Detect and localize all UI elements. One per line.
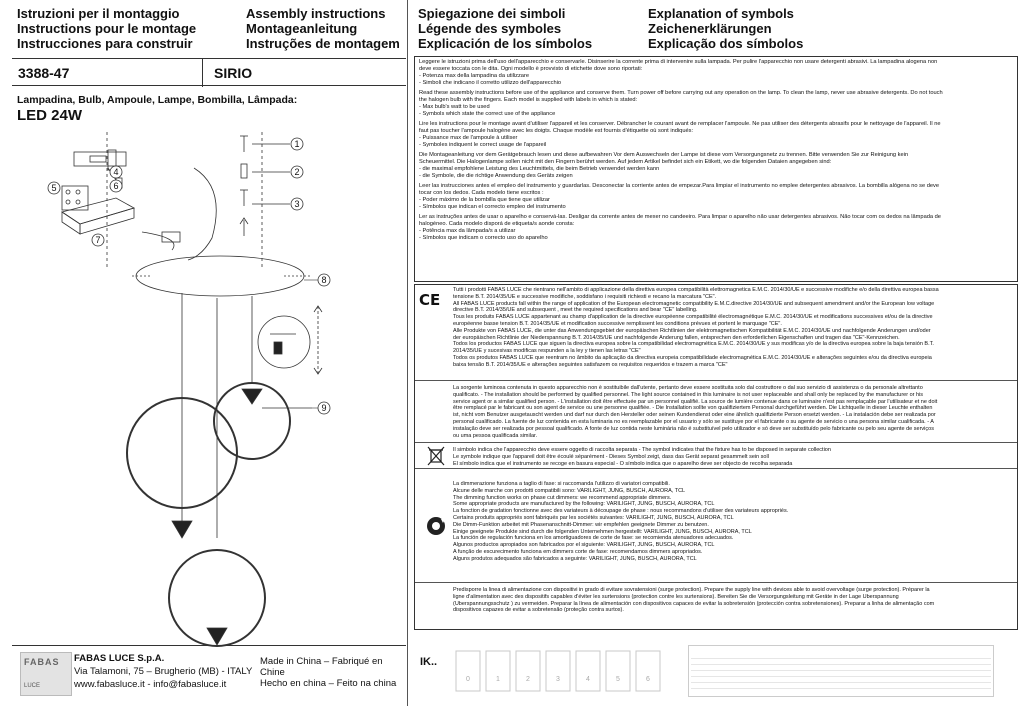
- height-adjust-arrow: [314, 306, 322, 374]
- header-titles-right: [246, 6, 400, 51]
- text-line: Alle Produkte von FABAS LUCE, die unter das Anwendungsgebiet der europäischen Richtlinien der elektromagnetischen Kompatibilität E.M.C. 2014/30/UE und nachfolgende Änderungen und/oder: [453, 327, 931, 334]
- text-line: The dimming function works on phase cut dimmers: we recommend appropriate dimmers.: [453, 494, 672, 501]
- text-line: Lire les instructions pour le montage avant d'utiliser l'appareil et les conserver. Débrancher le courant avant de remplacer l'ampoule. Ne pas utiliser des détergents abrasifs pour le nettoyage de l'appareil. Il ne: [419, 121, 941, 127]
- instruction-paragraph: [419, 183, 1013, 211]
- header-line: Assembly instructions: [246, 6, 386, 21]
- text-line: 2014/35/UE y sucesivas modificas respunden a la ley y tienen las letras "CE": [453, 348, 641, 355]
- instruction-paragraph: [419, 152, 1013, 180]
- text-line: - die Symbole, die die richtige Anwendung des Geräts zeigen: [419, 173, 573, 179]
- text-line: directive B.T. 2014/35/UE and subsequent , meet the required specifications and bear "CE" labelling.: [453, 307, 698, 314]
- ce-row: [415, 285, 1017, 381]
- text-line: der europäischen Richtlinie der Niederspannung B.T. 2014/35/UE und nachfolgende Änderung fallen, entsprechen den erforderlichen Eigenschaften und tragen das "CE"-Kennzeichen.: [453, 334, 900, 341]
- text-line: (Überspannungsschutz ) zu vermeiden. Preparar la línea de alimentación con dispositivos capaces de evitar la sobretensión (protección contra sobretensiones). Preparar a linha de alimentação com: [453, 600, 935, 607]
- made-in: [260, 656, 406, 689]
- driver-box: [62, 198, 134, 234]
- header-line: Explanation of symbols: [648, 6, 794, 21]
- ceiling-canopy: [136, 256, 304, 296]
- company-info: [74, 652, 252, 691]
- ik-table: [688, 645, 994, 697]
- text-line: deve essere toccata con le dita. Ogni modello è provvisto di etichette dove sono riportati:: [419, 66, 643, 72]
- light-source-text: [453, 385, 1014, 439]
- weee-text: [453, 447, 1014, 467]
- callout-number: 8: [321, 275, 327, 285]
- header-line: Instruções de montagem: [246, 36, 400, 51]
- ik-value: 6: [646, 676, 650, 683]
- text-line: Scheuermittel. Die Halogenlampe sollen nicht mit den Fingern berührt werden. Auf jedem Artikel befindet sich ein Etikett, wo die folgenden Dataien angegeben sind:: [419, 159, 832, 165]
- text-line: All FABAS LUCE products fall within the range of application of the European electromagnetic compatibility E.M.C.directive 2014/30/UE and subsequent amendment and/or the European low voltage: [453, 300, 935, 307]
- text-line: La función de regulación funciona en los amortiguadores de corte de fase: se recomienda atenuadores adecuados.: [453, 535, 734, 542]
- callout-number: 5: [51, 183, 57, 193]
- text-line: baixa tensão B.T. 2014/35/UE e alterações seguintes satisfazem os requisitos requeridos e trazem a marca "CE": [453, 361, 728, 368]
- symbols-box: [414, 284, 1018, 630]
- text-line: La dimmerazione funziona a taglio di fase: si raccomanda l'utilizzo di variatori compatibili.: [453, 481, 670, 487]
- text-line: La sorgente luminosa contenuta in questo apparecchio non è sostituibile dall'utente, pertanto deve essere sostituita solo dal costruttore o dal suo servizio di assistenza o da personale altrettanto: [453, 385, 923, 391]
- text-line: A função de escurecimento funciona em dimmers corte de fase: recomendamos dimmers apropriados.: [453, 548, 703, 555]
- text-line: européenne basse tension B.T. 2014/35/UE et modification successive remplissent les conditions prévues et portent le marquage "CE".: [453, 320, 782, 327]
- symbols-header-right: [648, 6, 803, 51]
- header-line: Légende des symboles: [418, 21, 562, 36]
- general-instructions-box: [414, 56, 1018, 282]
- text-line: Tous les produits FABAS LUCE appartenant au champ d'application de la directive européenne compatibilité électromagnétique E.M.C. 2014/30/UE et modifications successives et/ou de la directive: [453, 314, 933, 321]
- text-line: - Symbols which state the correct use of the appliance: [419, 111, 556, 117]
- text-line: - Symboles indiquent le correct usage de l'appareil: [419, 142, 547, 148]
- ik-cube-icon: [516, 651, 540, 691]
- divider: [202, 59, 203, 87]
- text-line: - die maximal empfohlene Leistung des Leuchtmittels, die beim Betrieb verwendet werden kann: [419, 166, 660, 172]
- company-name: FABAS LUCE S.p.A.: [74, 653, 165, 664]
- text-line: Einige geeignete Produkte sind durch die folgenden Unternehmen hergestellt: VARILIGHT, JUNG, BUSCH, AURORA, TCL: [453, 528, 752, 535]
- text-line: service agent or a similar qualified person. - L'installation doit être effectuée par un personnel qualifié. La source de lumière contenue dans ce luminaire n'est pas remplaçable par l'utilisateur et ne doit: [453, 398, 938, 405]
- cone-lamp: [207, 628, 227, 645]
- text-line: Ler as instruções antes de usar o aparelho e conservá-las. Desligar da corrente antes de mexer no candeeiro. Para limpar o aparelho não usar detergentes abrasivos. Não tocar com os dedos na lâmpada de: [419, 214, 941, 220]
- text-line: Leer las instrucciones antes el empleo del instrumento y guardarlas. Desconectar la corriente antes de empezar.Para limpiar el instrumento no emplee detergentes abrasivos. La bombilla alógena no se deve: [419, 183, 940, 189]
- symbols-header-left: [418, 6, 592, 51]
- ik-cube-icon: [486, 651, 510, 691]
- text-line: ist, nicht vom Benutzer ausgetauscht werden und darf nur durch den Hersteller oder seinen Kundendienst oder eine ähnlich qualifizierte Person ersetzt werden. - La instalación debe ser realizada por: [453, 412, 936, 419]
- text-line: Die Dimm-Funktion arbeitet mit Phasenanschnitt-Dimmer: wir empfehlen geeignete Dimmer zu benutzen.: [453, 521, 709, 528]
- instruction-paragraph: [419, 90, 1013, 118]
- text-line: ligne d'alimentation avec des dispositifs capables d'éviter les surtensions (protection contre les surtensions). Bereiten Sie die Versorgungsleitung mit Geräte in der Lage Überspannung: [453, 593, 899, 600]
- dimmer-icon: [419, 515, 453, 537]
- ce-mark-icon: CE: [419, 291, 441, 309]
- text-line: dispositivos capazes de evitar a sobretensão (proteção contra surtos).: [453, 607, 624, 614]
- text-line: - Potência max da lâmpada/s a utilizar: [419, 228, 516, 234]
- bulb-label: Lampadina, Bulb, Ampoule, Lampe, Bombilla, Lâmpada:: [17, 94, 298, 106]
- callout-number: 1: [294, 139, 300, 149]
- light-source-row: [415, 381, 1017, 443]
- footer: [12, 645, 406, 697]
- company-web: www.fabasluce.it - info@fabasluce.it: [74, 679, 227, 690]
- header-line: Instructions pour le montage: [17, 21, 197, 36]
- text-line: Leggere le istruzioni prima dell'uso dell'apparecchio e conservarle. Disinserire la corrente prima di intervenire sulla lampada. Per pulire l'apparecchio non usare detergenti abrasivi. La lampadina alogena non: [419, 59, 938, 65]
- header-line: Spiegazione dei simboli: [418, 6, 566, 21]
- arrow-up-icon: [240, 218, 248, 236]
- header-line: Istruzioni per il montaggio: [17, 6, 180, 21]
- text-line: faut pas toucher l'ampoule halogène avec les doigts. Chaque modèle est fournis d'étiquette où sont indiqués:: [419, 128, 694, 134]
- text-line: Certains produits appropriés sont fabriqués par les sociétés suivantes: VARILIGHT, JUNG, BUSCH, AURORA, TCL: [453, 514, 734, 521]
- text-line: Alcune delle marche con prodotti compatibili sono: VARILIGHT, JUNG, BUSCH, AURORA, TCL: [453, 487, 686, 494]
- right-page: [410, 0, 1024, 706]
- text-line: personal cualificado. La fuente de luz contenida en esta luminaria no es reemplazable por el usuario y sólo se sustituye por el fabricante o su agente de servicio o una persona similar cualificada. - A: [453, 418, 934, 425]
- weee-bin-icon: [419, 445, 453, 467]
- header-line: Explicación de los símbolos: [418, 36, 593, 51]
- left-page: [0, 0, 408, 706]
- ik-value: 5: [616, 676, 620, 683]
- dimming-text: [453, 481, 1014, 563]
- ik-cube-icon: [546, 651, 570, 691]
- dimming-row: [415, 479, 1017, 583]
- ik-cube-icon: [606, 651, 630, 691]
- text-line: ou uma pessoa qualificada similar.: [453, 432, 538, 439]
- instruction-paragraph: [419, 214, 1013, 242]
- ik-value: 3: [556, 676, 560, 683]
- ik-label: IK..: [420, 656, 438, 668]
- text-line: Alguns produtos adequados são fabricados a seguinte: VARILIGHT, JUNG, BUSCH, AURORA, TCL: [453, 555, 697, 562]
- ik-cube-icon: [576, 651, 600, 691]
- callout-number: 7: [95, 235, 101, 245]
- product-model: SIRIO: [214, 65, 253, 81]
- callout-number: 4: [113, 167, 119, 177]
- product-code-row: [12, 58, 406, 86]
- weee-row: [415, 445, 1017, 469]
- surge-protection-row: [415, 583, 1017, 629]
- made-in-line: Made in China – Fabriqué en Chine: [260, 656, 383, 678]
- text-line: Some appropriate products are manufactured by the following: VARILIGHT, JUNG, BUSCH, AURORA, TCL: [453, 501, 715, 508]
- text-line: instalação deve ser realizada por pessoal qualificado. A fonte de luz contida neste luminária não é substituível pelo utilizador e só deve ser substituído pelo fabricante ou pelo seu agente de serviços: [453, 425, 934, 432]
- text-line: La fonction de gradation fonctionne avec des variateurs à découpage de phase : nous recommandons d'utiliser des variateurs appropriés.: [453, 508, 789, 515]
- text-line: - Puissance max de l'ampoule à utiliser: [419, 135, 518, 141]
- text-line: Tutti i prodotti FABAS LUCE che rientrano nell'ambito di applicazione della direttiva europea compatibilità elettromagnetica E.M.C. 2014/30/UE e successive modifiche e/o della direttiva europea bassa: [453, 287, 939, 293]
- text-line: - Potenza max della lampadina da utilizzare: [419, 73, 530, 79]
- text-line: Le symbole indique que l'appareil doit être écoulé séparément - Dieses Symbol zeigt, dass das Gerät separat gesammelt sein soll: [453, 453, 769, 460]
- screw-icon: [240, 190, 290, 206]
- text-line: Il simbolo indica che l'apparecchio deve essere oggetto di raccolta separata - The symbol indicates that the fixture has to be disposed in separate collection: [453, 447, 831, 453]
- text-line: - Poder máximo de la bombilla que tiene que utilizar: [419, 197, 550, 203]
- product-code: 3388-47: [18, 65, 70, 81]
- text-line: Read these assembly instructions before use of the appliance and conserve them. Turn power off before carrying out any operation on the lamp. To clean the lamp, never use abrasive detergents. Do not touch: [419, 90, 943, 96]
- header-line: Explicação dos símbolos: [648, 36, 804, 51]
- text-line: tocar con los dedos. Cada modelo tiene escritos :: [419, 190, 544, 196]
- text-line: El símbolo indica que el instrumento se recoge en basura especial - O símbolo indica que o aparelho deve ser objecto de recolha separada: [453, 460, 793, 467]
- header-line: Instrucciones para construir: [17, 36, 193, 51]
- ik-value: 2: [526, 676, 530, 683]
- ik-cube-icon: [636, 651, 660, 691]
- cone-lamp: [172, 521, 192, 538]
- text-line: Todos los productos FABAS LUCE que siguen la directiva europea sobre la compatibilidad electromagnética E.M.C. 2014/30/UE y sus modificas y/o de la directiva europea sobre la baja tensión B.T.: [453, 341, 934, 348]
- assembly-diagram: [12, 128, 406, 648]
- text-line: halogéneo. Cada modelo disporá de etiqueta/s aonde consta:: [419, 221, 575, 227]
- header-line: Zeichenerklärungen: [648, 21, 772, 36]
- callout-number: 6: [113, 181, 119, 191]
- text-line: Algunos productos apropiados son fabricados por el siguiente: VARILIGHT, JUNG, BUSCH, AURORA, TCL: [453, 542, 715, 549]
- instruction-paragraph: [419, 59, 1013, 87]
- text-line: - Simboli che indicano il corretto utilizzo dell'apparecchio: [419, 80, 562, 86]
- power-cable: [142, 232, 174, 250]
- text-line: - Símbolos que indican el correcto empleo del instrumento: [419, 204, 566, 210]
- made-in-line: Hecho en china – Feito na china: [260, 678, 397, 689]
- company-logo: [20, 652, 72, 696]
- ik-cube-icon: [456, 651, 480, 691]
- ik-value: 0: [466, 676, 470, 683]
- surge-text: [453, 587, 1014, 614]
- instruction-paragraph: [419, 121, 1013, 149]
- text-line: Predisporre la linea di alimentazione con dispositivi in grado di evitare sovratensioni (surge protection). Prepare the supply line with devices able to avoid overvoltage (surge protection). Préparer la: [453, 587, 930, 593]
- text-line: Die Montageanleitung vor dem Gerätgebrauch lesen und diese aufbewahren Vor dem Auswechseln der Lampe ist diese vom Versorgungsnetz zu trennen. Bitte verwenden Sie zur Reinigung kein: [419, 152, 909, 158]
- callout-number: 3: [294, 199, 300, 209]
- text-line: Todos os produtos FABAS LUCE que reentram no âmbito da aplicação da directiva europeia compatibilidade electromagnética E.M.C. 2014/30/UE e alterações seguintes e/ou da directiva europeia: [453, 354, 932, 361]
- text-line: tensione B.T. 2014/35/UE e successive modifiche, soddisfano i requisiti richiesti e recano la marcatura "CE".: [453, 293, 717, 300]
- ik-value: 4: [586, 676, 590, 683]
- text-line: - Max bulb's watt to be used: [419, 104, 490, 110]
- screw-icon: [240, 136, 290, 152]
- header-line: Montageanleitung: [246, 21, 358, 36]
- power-cable: [188, 168, 216, 260]
- table-row: [691, 688, 991, 694]
- bulb-value: LED 24W: [17, 107, 83, 124]
- text-line: - Símbolos que indicam o correcto uso do aparelho: [419, 235, 548, 241]
- detail-magnifier: [258, 316, 310, 368]
- ik-impact-icons: [454, 641, 676, 697]
- callout-number: 9: [321, 403, 327, 413]
- logo-text: FABAS: [24, 657, 60, 667]
- cone-lamp: [242, 389, 262, 404]
- callout-number: 2: [294, 167, 300, 177]
- text-line: être remplacé par le fabricant ou son agent de service ou une personne qualifiée. - Die Installation sollte von qualifiziertem Personal durchgeführt werden. Die Lichtquelle in dieser Leuchte enthalten: [453, 405, 933, 412]
- logo-subtext: LUCE: [24, 683, 41, 689]
- company-address: Via Talamoni, 75 – Brugherio (MB) - ITALY: [74, 666, 253, 677]
- wall-plug-icon: [241, 164, 290, 178]
- ik-value: 1: [496, 676, 500, 683]
- header-titles-left: [17, 6, 196, 51]
- text-line: qualificato. - The installation should be performed by qualified personnel. The light source contained in this luminaire is not user replaceable and shall only be replaced by the manufacturer or his: [453, 391, 924, 398]
- text-line: the halogen bulb with the fingers. Each model is supplied with labels in which is stated:: [419, 97, 638, 103]
- ce-text: [453, 287, 1014, 369]
